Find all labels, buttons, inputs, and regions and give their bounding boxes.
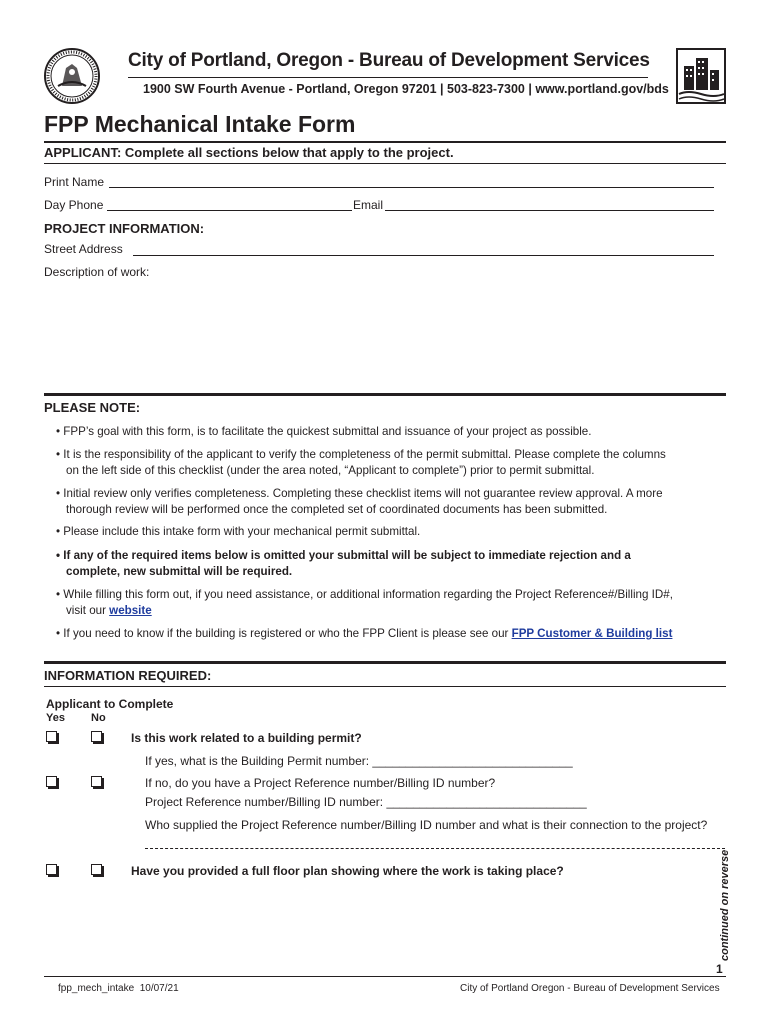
no-column-label: No xyxy=(91,712,106,724)
bds-logo xyxy=(676,48,726,104)
q3-text: Have you provided a full floor plan showing where the work is taking place? xyxy=(131,864,564,878)
q1-text: Is this work related to a building permit? xyxy=(131,731,362,745)
header-rule xyxy=(128,77,648,78)
information-required-heading: INFORMATION REQUIRED: xyxy=(44,668,212,683)
q2-yes-checkbox[interactable] xyxy=(46,776,57,787)
required-rule xyxy=(44,661,726,664)
page-number: 1 xyxy=(716,962,723,976)
please-note-heading: PLEASE NOTE: xyxy=(44,400,141,415)
q2-no-checkbox[interactable] xyxy=(91,776,102,787)
q2-reference-number: Project Reference number/Billing ID number: ______________________________ xyxy=(145,795,587,809)
project-info-heading: PROJECT INFORMATION: xyxy=(44,221,205,236)
note-5-line-2: complete, new submittal will be required. xyxy=(66,565,293,578)
print-name-label: Print Name xyxy=(44,175,105,189)
email-field[interactable] xyxy=(385,210,714,211)
note-6-line-1: • While filling this form out, if you need assistance, or additional information regarding the Project Reference#/Billing ID#, xyxy=(56,588,673,601)
note-2 xyxy=(56,447,666,479)
note-2-line-2: on the left side of this checklist (under the area noted, “Applicant to complete”) prior to permit submittal. xyxy=(66,464,595,477)
note-3 xyxy=(56,486,663,518)
q2-text: If no, do you have a Project Reference number/Billing ID number? xyxy=(145,776,496,790)
city-seal-logo xyxy=(44,48,100,104)
instructions-rule xyxy=(44,163,726,164)
note-rule xyxy=(44,393,726,396)
q3-no-checkbox[interactable] xyxy=(91,864,102,875)
note-6-prefix: visit our xyxy=(66,604,110,617)
continued-on-reverse: continued on reverse xyxy=(719,849,731,961)
note-1: • FPP’s goal with this form, is to facilitate the quickest submittal and issuance of your project as possible. xyxy=(56,425,592,438)
note-4: • Please include this intake form with your mechanical permit submittal. xyxy=(56,525,421,538)
note-7 xyxy=(56,626,672,642)
q2-who-supplied-field[interactable] xyxy=(145,848,725,849)
title-rule xyxy=(44,141,726,143)
footer-org: City of Portland Oregon - Bureau of Development Services xyxy=(460,983,720,994)
footer-rule xyxy=(44,976,726,977)
email-label: Email xyxy=(353,198,384,212)
note-5 xyxy=(56,548,631,580)
street-address-field[interactable] xyxy=(133,255,714,256)
applicant-to-complete-label: Applicant to Complete xyxy=(46,697,174,711)
day-phone-field[interactable] xyxy=(107,210,352,211)
applicant-instructions: APPLICANT: Complete all sections below that apply to the project. xyxy=(44,145,454,160)
description-label: Description of work: xyxy=(44,265,150,279)
agency-address: 1900 SW Fourth Avenue - Portland, Oregon 97201 | 503-823-7300 | www.portland.gov/bds xyxy=(143,82,669,96)
q1-yes-checkbox[interactable] xyxy=(46,731,57,742)
form-title: FPP Mechanical Intake Form xyxy=(44,111,356,137)
website-link[interactable]: website xyxy=(109,604,152,617)
q1-building-permit-number: If yes, what is the Building Permit number: ______________________________ xyxy=(145,754,573,768)
note-6 xyxy=(56,587,673,619)
q3-yes-checkbox[interactable] xyxy=(46,864,57,875)
note-2-line-1: • It is the responsibility of the applicant to verify the completeness of the permit submittal. Please complete the columns xyxy=(56,448,666,461)
description-field[interactable] xyxy=(44,283,726,388)
customer-building-list-link[interactable]: FPP Customer & Building list xyxy=(511,627,673,640)
q2-who-supplied: Who supplied the Project Reference number/Billing ID number and what is their connection to the project? xyxy=(145,818,708,832)
day-phone-label: Day Phone xyxy=(44,198,104,212)
note-5-line-1: • If any of the required items below is omitted your submittal will be subject to immediate rejection and a xyxy=(56,549,631,562)
note-7-prefix: • If you need to know if the building is registered or who the FPP Client is please see our xyxy=(56,627,512,640)
form-id: fpp_mech_intake 10/07/21 xyxy=(58,983,179,994)
yes-column-label: Yes xyxy=(46,712,65,724)
street-address-label: Street Address xyxy=(44,242,123,256)
agency-name: City of Portland, Oregon - Bureau of Development Services xyxy=(128,50,650,71)
q1-no-checkbox[interactable] xyxy=(91,731,102,742)
required-subrule xyxy=(44,686,726,687)
note-3-line-1: • Initial review only verifies completeness. Completing these checklist items will not guarantee review approval. A more xyxy=(56,487,663,500)
print-name-field[interactable] xyxy=(109,187,714,188)
note-3-line-2: thorough review will be performed once the completed set of coordinated documents has been submitted. xyxy=(66,503,608,516)
